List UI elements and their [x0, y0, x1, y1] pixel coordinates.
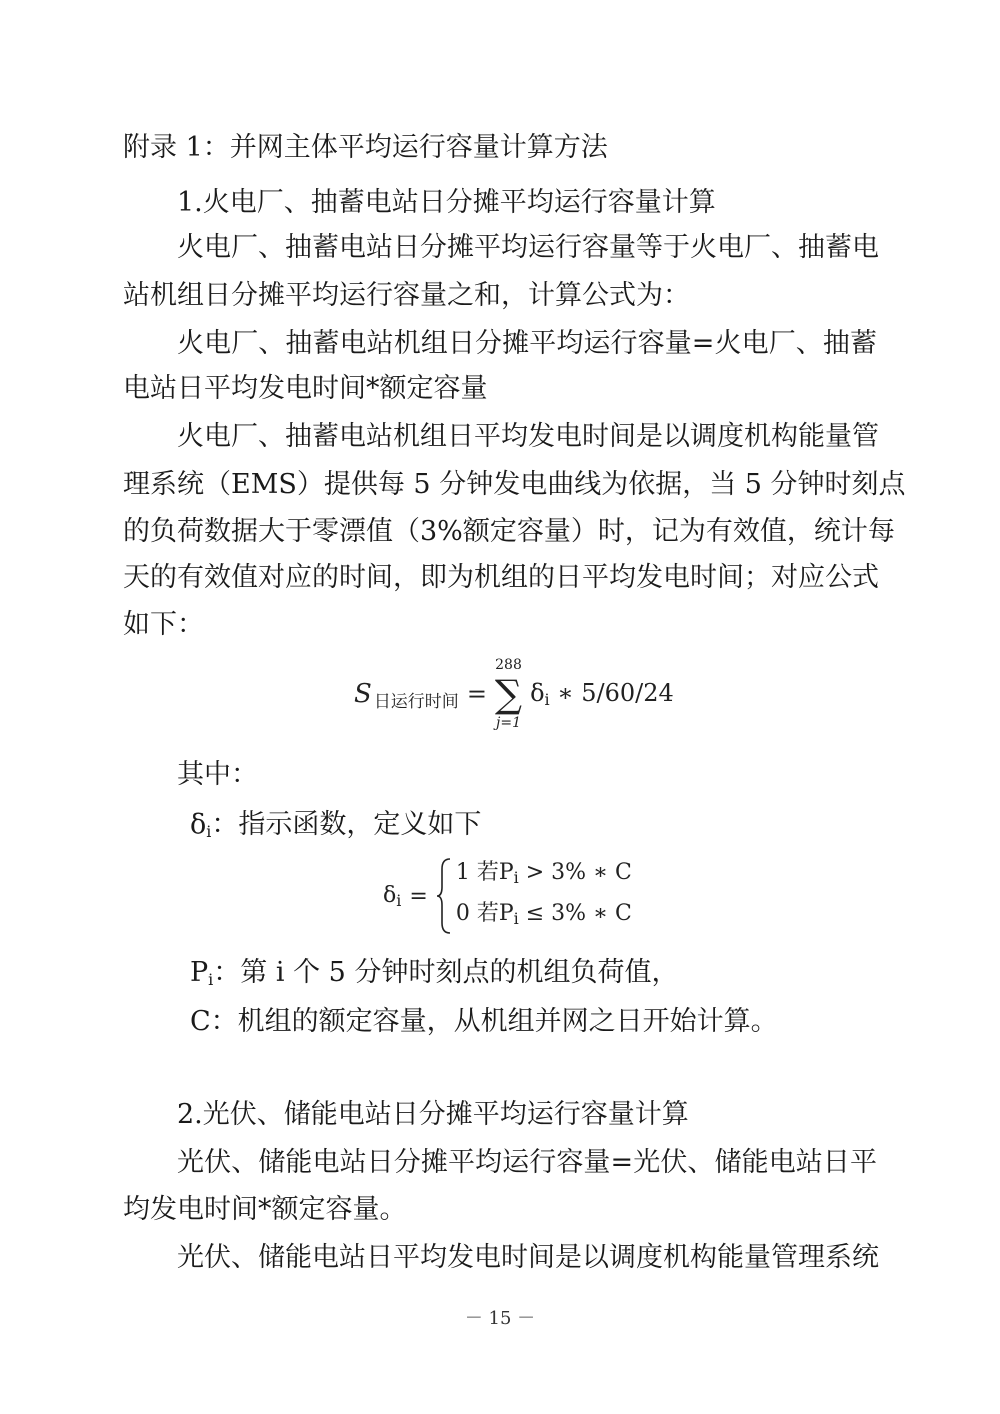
case-value: 1	[455, 860, 470, 885]
subscript: i	[513, 868, 519, 887]
paragraph-line: 火电厂、抽蓄电站机组日平均发电时间是以调度机构能量管	[177, 421, 879, 452]
subscript: i	[396, 890, 402, 910]
piecewise-formula	[383, 856, 632, 936]
sigma-symbol: ∑	[494, 672, 523, 716]
sum-upper-limit: 288	[495, 657, 522, 673]
paragraph-line: 火电厂、抽蓄电站日分摊平均运行容量等于火电厂、抽蓄电	[177, 232, 879, 263]
c-definition: C：机组的额定容量，从机组并网之日开始计算。	[190, 1006, 778, 1037]
case-condition: 若P	[476, 860, 514, 885]
paragraph-line: 均发电时间*额定容量。	[123, 1194, 407, 1225]
case-2	[456, 899, 632, 934]
case-relation: ≤ 3% ∗ C	[518, 901, 632, 926]
appendix-title: 附录 1：并网主体平均运行容量计算方法	[123, 132, 608, 163]
summation	[495, 657, 522, 731]
section1-heading: 1.火电厂、抽蓄电站日分摊平均运行容量计算	[177, 187, 716, 218]
subscript: i	[208, 970, 214, 989]
paragraph-line: 光伏、储能电站日平均发电时间是以调度机构能量管理系统	[177, 1242, 879, 1273]
paragraph-line: 的负荷数据大于零漂值（3%额定容量）时，记为有效值，统计每	[123, 516, 895, 547]
left-brace	[436, 857, 452, 935]
delta-symbol: δ	[530, 679, 545, 707]
paragraph-line: 如下：	[123, 609, 204, 640]
p-symbol: P	[190, 957, 209, 988]
formula-s-subscript: 日运行时间	[373, 691, 459, 712]
formula-equals: =	[466, 680, 487, 708]
page-number: － 15 －	[464, 1308, 536, 1329]
paragraph-line: 理系统（EMS）提供每 5 分钟发电曲线为依据，当 5 分钟时刻点	[123, 469, 906, 500]
cases	[456, 858, 632, 934]
section2-heading: 2.光伏、储能电站日分摊平均运行容量计算	[177, 1099, 689, 1130]
case-value: 0	[455, 901, 470, 926]
paragraph-line: 站机组日分摊平均运行容量之和，计算公式为：	[123, 280, 690, 311]
case-condition: 若P	[476, 901, 514, 926]
runtime-formula	[354, 648, 674, 740]
formula-s: S	[354, 679, 372, 709]
paragraph-line: 火电厂、抽蓄电站机组日分摊平均运行容量=火电厂、抽蓄	[177, 328, 877, 359]
piecewise-equals: =	[409, 883, 428, 909]
piecewise-lhs	[383, 883, 401, 910]
sum-lower-limit: j=1	[496, 715, 521, 731]
definition-text: ：第 i 个 5 分钟时刻点的机组负荷值，	[213, 957, 679, 988]
case-relation: > 3% ∗ C	[518, 860, 632, 885]
where-label: 其中：	[177, 759, 258, 790]
definition-text: ：指示函数，定义如下	[211, 809, 482, 840]
paragraph-line: 天的有效值对应的时间，即为机组的日平均发电时间；对应公式	[123, 562, 879, 593]
case-1	[456, 858, 632, 893]
formula-rest: ∗ 5/60/24	[549, 679, 674, 707]
paragraph-line: 电站日平均发电时间*额定容量	[123, 373, 488, 404]
subscript: i	[544, 690, 550, 709]
pi-definition	[190, 955, 678, 998]
delta-definition	[190, 807, 481, 850]
subscript: i	[206, 822, 212, 841]
delta-symbol: δ	[190, 809, 207, 840]
formula-body	[530, 679, 674, 709]
paragraph-line: 光伏、储能电站日分摊平均运行容量=光伏、储能电站日平	[177, 1147, 877, 1178]
delta-symbol: δ	[383, 882, 397, 908]
subscript: i	[513, 909, 519, 928]
